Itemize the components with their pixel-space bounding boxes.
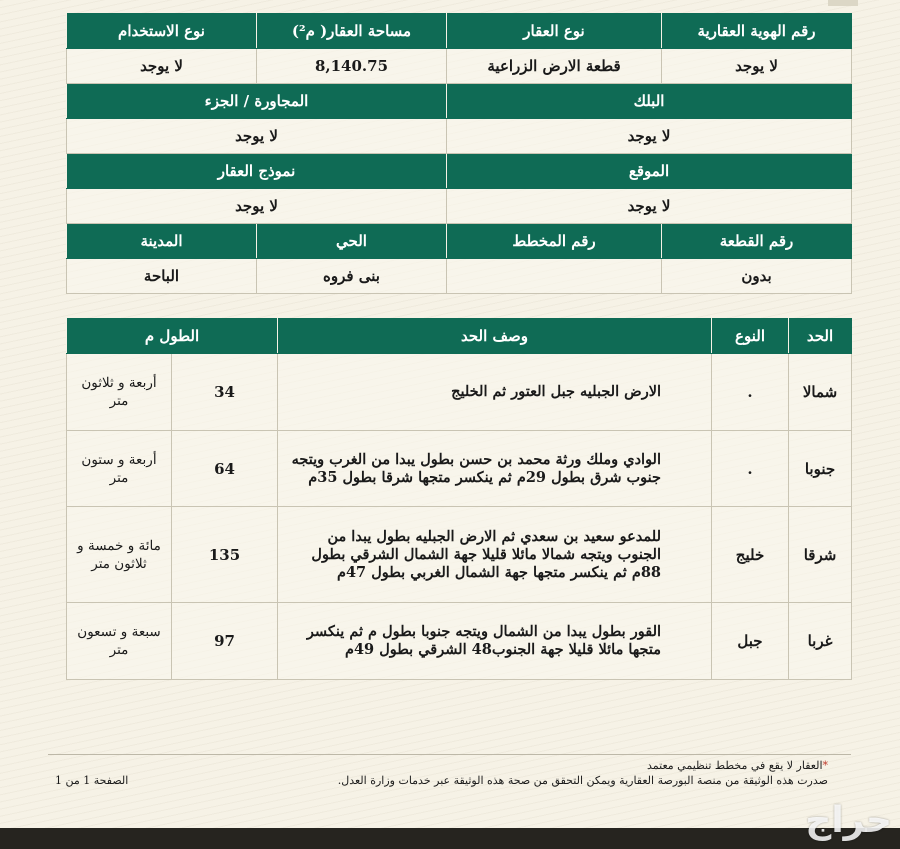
boundary-east: شرقا (789, 507, 852, 603)
cropped-header-fragment (828, 0, 858, 6)
length-number-west: 97 (172, 603, 278, 680)
value-property-area: 8,140.75 (257, 49, 447, 84)
header-plot-number: رقم القطعة (662, 224, 852, 259)
bottom-bar (0, 828, 900, 849)
info-value-row-3 (67, 189, 852, 224)
header-city: المدينة (67, 224, 257, 259)
table-row (67, 603, 852, 680)
type-north: . (712, 354, 789, 431)
length-words-north: أربعة و ثلاثون متر (67, 354, 172, 431)
value-plan-number (447, 259, 662, 294)
value-city: الباحة (67, 259, 257, 294)
value-property-id: لا يوجد (662, 49, 852, 84)
value-neighborhood-part: لا يوجد (67, 119, 447, 154)
header-usage-type: نوع الاستخدام (67, 14, 257, 49)
length-words-south: أربعة و ستون متر (67, 431, 172, 507)
table-row (67, 507, 852, 603)
info-value-row-4 (67, 259, 852, 294)
property-info-table (66, 13, 852, 294)
table-row (67, 354, 852, 431)
info-header-row-4 (67, 224, 852, 259)
value-usage-type: لا يوجد (67, 49, 257, 84)
boundary-west: غربا (789, 603, 852, 680)
value-plot-number: بدون (662, 259, 852, 294)
type-east: خليج (712, 507, 789, 603)
description-west: القور بطول يبدا من الشمال ويتجه جنوبا بطول م ثم ينكسر متجها مائلا قليلا جهة الجنوب48 الشرقي بطول 49م (278, 603, 712, 680)
table-row (67, 431, 852, 507)
length-words-east: مائة و خمسة و ثلاثون متر (67, 507, 172, 603)
value-location: لا يوجد (447, 189, 852, 224)
boundary-north: شمالا (789, 354, 852, 431)
header-type: النوع (712, 319, 789, 354)
description-east: للمدعو سعيد بن سعدي ثم الارض الجبليه بطول يبدا من الجنوب ويتجه شمالا مائلا قليلا جهة الشمال الشرقي بطول 88م ثم ينكسر متجها جهة الشمال الغربي بطول 47م (278, 507, 712, 603)
header-neighborhood-part: المجاورة / الجزء (67, 84, 447, 119)
type-south: . (712, 431, 789, 507)
length-number-south: 64 (172, 431, 278, 507)
type-west: جبل (712, 603, 789, 680)
info-header-row-3 (67, 154, 852, 189)
description-south: الوادي وملك ورثة محمد بن حسن بطول يبدا من الغرب ويتجه جنوب شرق بطول 29م ثم ينكسر متجها شرقا بطول 35م (278, 431, 712, 507)
header-district: الحي (257, 224, 447, 259)
header-length: الطول م (67, 319, 278, 354)
bounds-header-row (67, 319, 852, 354)
header-description: وصف الحد (278, 319, 712, 354)
length-words-west: سبعة و تسعون متر (67, 603, 172, 680)
value-property-type: قطعة الارض الزراعية (447, 49, 662, 84)
info-header-row-2 (67, 84, 852, 119)
description-north: الارض الجبليه جبل العتور ثم الخليج (278, 354, 712, 431)
header-property-model: نموذج العقار (67, 154, 447, 189)
header-location: الموقع (447, 154, 852, 189)
length-number-east: 135 (172, 507, 278, 603)
note-text: العقار لا يقع في مخطط تنظيمي معتمد (647, 759, 823, 772)
header-property-type: نوع العقار (447, 14, 662, 49)
value-district: بنى فروه (257, 259, 447, 294)
info-value-row-2 (67, 119, 852, 154)
header-property-area: مساحة العقار( م²) (257, 14, 447, 49)
footer-divider (48, 754, 851, 755)
watermark-logo: حراج (805, 800, 892, 841)
boundary-south: جنوبا (789, 431, 852, 507)
header-block: البلك (447, 84, 852, 119)
value-block: لا يوجد (447, 119, 852, 154)
header-plan-number: رقم المخطط (447, 224, 662, 259)
info-value-row-1 (67, 49, 852, 84)
info-header-row-1 (67, 14, 852, 49)
note-star: * (822, 759, 828, 772)
length-number-north: 34 (172, 354, 278, 431)
page-number: الصفحة 1 من 1 (55, 774, 129, 787)
value-property-model: لا يوجد (67, 189, 447, 224)
boundaries-table (66, 318, 852, 680)
footer-note-verification: صدرت هذه الوثيقة من منصة البورصة العقارية ويمكن التحقق من صحة هذه الوثيقة عبر خدمات وزارة العدل. (337, 774, 828, 787)
header-property-id: رقم الهوية العقارية (662, 14, 852, 49)
header-boundary: الحد (789, 319, 852, 354)
footer-note-unplanned (647, 759, 828, 772)
